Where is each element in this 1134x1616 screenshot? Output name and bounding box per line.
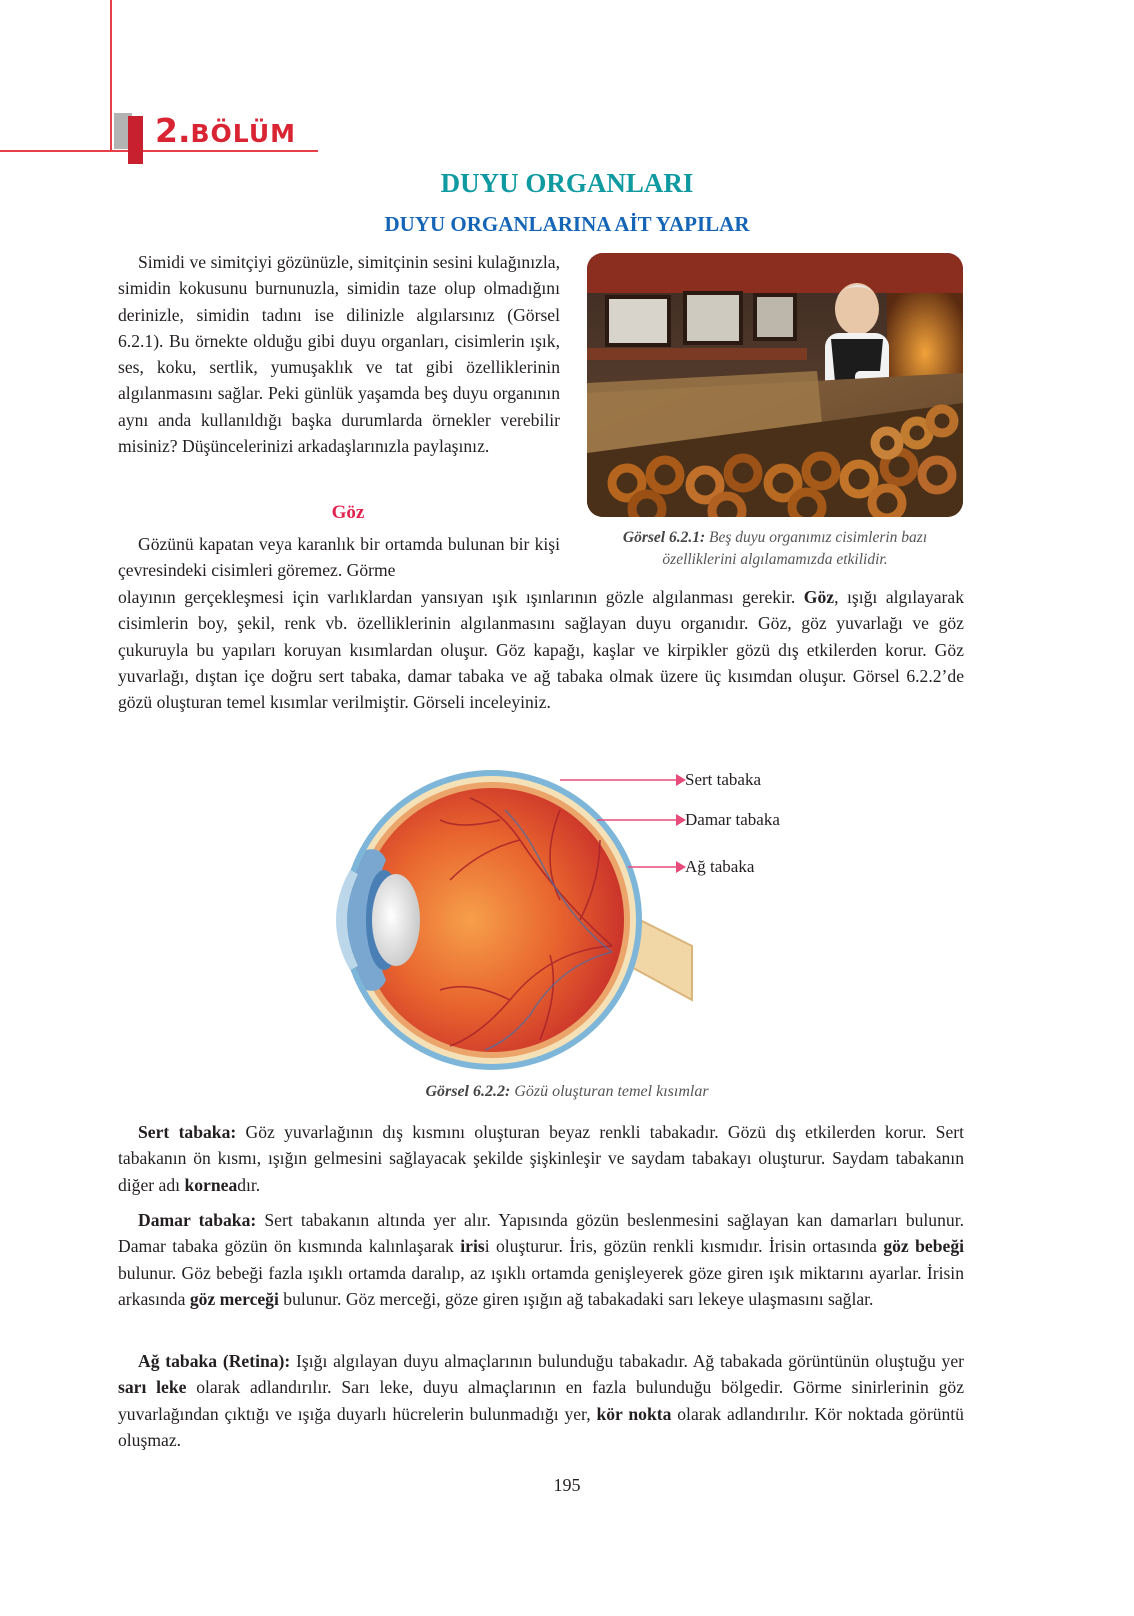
damar-tabaka-paragraph: Damar tabaka: Sert tabakanın altında yer alır. Yapısında gözün beslenmesini sağlayan kan damarları bulunur. Damar tabaka gözün ön kısmında kalınlaşarak irisi oluşturur. İris, gözün renkli kısmıdır. İrisin ortasında göz bebeği bulunur. Göz bebeği fazla ışıklı ortamda daralıp, az ışıklı ortamda genişleyerek göze giren ışık miktarını ayarlar. İrisin arkasında göz merceği bulunur. Göz merceği, göze giren ışığın ağ tabakadaki sarı lekeye ulaşmasını sağlar. (118, 1210, 965, 1309)
page-number: 195 (553, 1475, 581, 1495)
page-subtitle: DUYU ORGANLARINA AİT YAPILAR (384, 212, 750, 236)
chapter-heading (155, 111, 296, 150)
page-title: DUYU ORGANLARI (440, 168, 694, 198)
label-ag-tabaka: Ağ tabaka (685, 857, 755, 876)
sert-tabaka-paragraph: Sert tabaka: Göz yuvarlağının dış kısmını oluşturan beyaz renkli tabakadır. Gözü dış etkilerden korur. Sert tabakanın ön kısmı, ışığın gelmesini sağlayacak şekilde şişkinleşir ve saydam tabakayı oluşturur. Saydam tabakanın diğer adı korneadır. (118, 1122, 964, 1195)
figure2-caption: Görsel 6.2.2: Gözü oluşturan temel kısımlar (425, 1083, 709, 1100)
chapter-tab-marker (128, 116, 143, 164)
figure1-caption: Görsel 6.2.1: Beş duyu organımız cisimlerin bazı özelliklerini algılamamızda etkilidir. (622, 529, 928, 568)
goz-paragraph-continued: olayının gerçekleşmesi için varlıklardan yansıyan ışık ışınlarının gözle algılanması gerekir. Göz, ışığı algılayarak cisimlerin boy, şekil, renk vb. özelliklerinin algılanmasını sağlayan duyu organıdır. Göz, göz yuvarlağı ve göz çukuruyla bu yapıları koruyan kısımlardan oluşur. Göz kapağı, kaşlar ve kirpikler gözü dış etkilerden korur. Göz yuvarlağı, dıştan içe doğru sert tabaka, damar tabaka ve ağ tabaka olmak üzere üç kısımdan oluşur. Görsel 6.2.2’de gözü oluşturan temel kısımlar verilmiştir. Görseli inceleyiniz. (118, 587, 964, 713)
goz-paragraph-start: Gözünü kapatan veya karanlık bir ortamda bulunan bir kişi çevresindeki cisimleri göremez. Görme (118, 534, 560, 581)
label-sert-tabaka: Sert tabaka (685, 770, 761, 789)
simit-baker-photo (587, 253, 963, 517)
ag-tabaka-paragraph: Ağ tabaka (Retina): Işığı algılayan duyu almaçlarının bulunduğu tabakadır. Ağ tabakada görüntünün oluştuğu yer sarı leke olarak adlandırılır. Sarı leke, duyu almaçlarının en fazla bulunduğu bölgedir. Görme sinirlerinin göz yuvarlağından çıktığı ve ışığa duyarlı hücrelerin bulunmadığı yer, kör nokta olarak adlandırılır. Kör noktada görüntü oluşmaz. (118, 1351, 965, 1450)
margin-vertical-rule (110, 0, 112, 150)
chapter-word: BÖLÜM (190, 119, 297, 148)
eye-label-pointers (550, 770, 690, 880)
chapter-number: 2. (155, 111, 191, 150)
label-damar-tabaka: Damar tabaka (685, 810, 780, 829)
intro-paragraph: Simidi ve simitçiyi gözünüzle, simitçinin sesini kulağınızla, simidin kokusunu burnunuzla, simidin taze olup olmadığını derinizle, simidin tadını ise dilinizle algılarsınız (Görsel 6.2.1). Bu örnekte olduğu gibi duyu organları, cisimlerin ışık, ses, koku, sertlik, yumuşaklık ve tat gibi özelliklerinin algılanmasını sağlar. Peki günlük yaşamda beş duyu organının aynı anda kullanıldığı başka durumlarda örnekler verebilir misiniz? Düşüncelerinizi arkadaşlarınızla paylaşınız. (118, 252, 560, 457)
header-horizontal-rule (0, 150, 318, 152)
section-heading-goz: Göz (331, 502, 365, 523)
